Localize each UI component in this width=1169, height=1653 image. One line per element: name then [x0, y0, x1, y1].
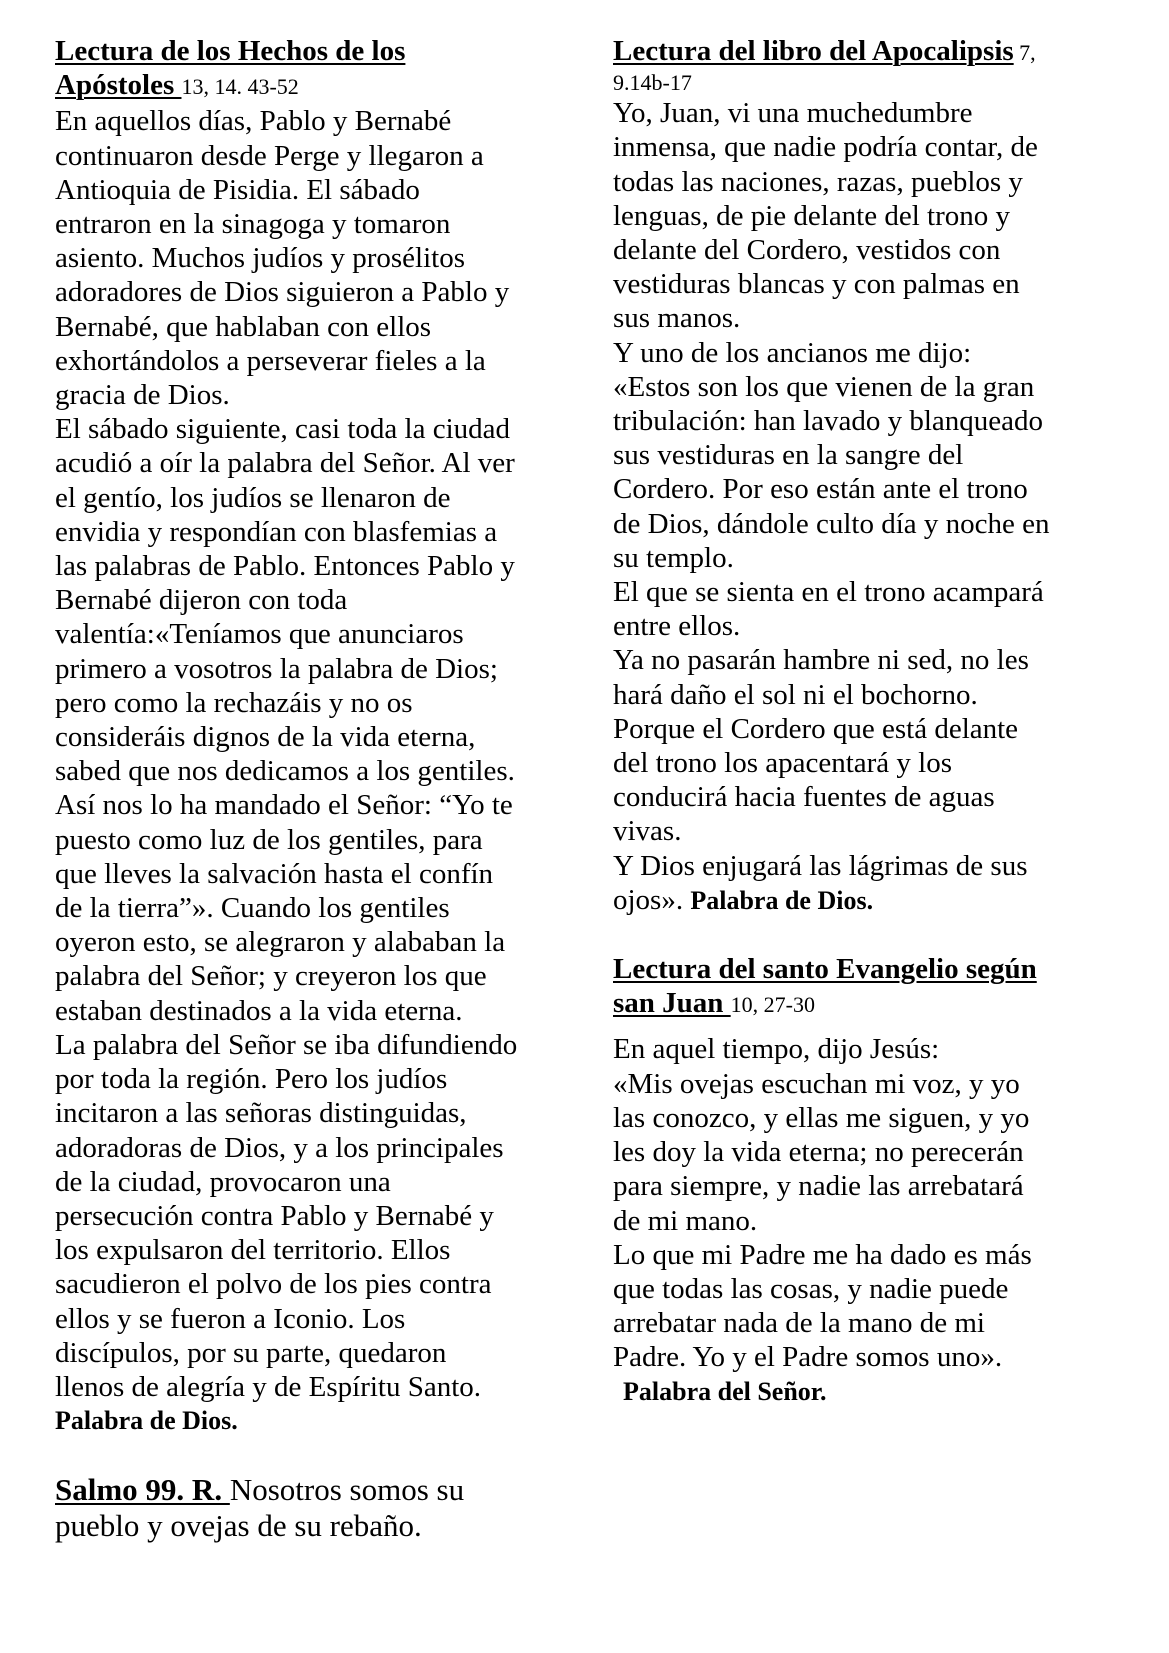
gospel-line: arrebatar nada de la mano de mi	[613, 1307, 985, 1340]
first-reading-line: sabed que nos dedicamos a los gentiles.	[55, 755, 515, 788]
second-reading-heading: Lectura del libro del Apocalipsis	[613, 35, 1014, 67]
first-reading-line: puesto como luz de los gentiles, para	[55, 823, 483, 856]
first-reading-line: primero a vosotros la palabra de Dios;	[55, 652, 498, 685]
first-reading-line: pero como la rechazáis y no os	[55, 686, 413, 719]
second-reading-line: del trono los apacentará y los	[613, 747, 953, 780]
first-reading-line: Antioquia de Pisidia. El sábado	[55, 173, 420, 206]
left-column	[55, 34, 570, 1544]
first-reading-line: incitaron a las señoras distinguidas,	[55, 1097, 467, 1130]
first-reading-line: exhortándolos a perseverar fieles a la	[55, 344, 486, 377]
first-reading-line: La palabra del Señor se iba difundiendo	[55, 1028, 518, 1061]
first-reading-line: envidia y respondían con blasfemias a	[55, 515, 498, 548]
second-reading-line: sus manos.	[613, 302, 741, 335]
first-reading-line: los expulsaron del territorio. Ellos	[55, 1234, 451, 1267]
second-reading-line: Y Dios enjugará las lágrimas de sus	[613, 849, 1028, 882]
first-reading-line: las palabras de Pablo. Entonces Pablo y	[55, 550, 515, 583]
first-reading-line: Bernabé, que hablaban con ellos	[55, 310, 432, 343]
second-reading-line: entre ellos.	[613, 610, 741, 643]
first-reading-reference: 13, 14. 43-52	[181, 74, 299, 100]
gospel-line: que todas las cosas, y nadie puede	[613, 1272, 1009, 1305]
first-reading-line: adoradoras de Dios, y a los principales	[55, 1131, 504, 1164]
second-reading-line: vestiduras blancas y con palmas en	[613, 268, 1020, 301]
first-reading-line: asiento. Muchos judíos y prosélitos	[55, 242, 466, 275]
first-reading-line: Así nos lo ha mandado el Señor: “Yo te	[55, 789, 513, 822]
first-reading-heading-line1: Lectura de los Hechos de los	[55, 35, 406, 67]
second-reading-line: de Dios, dándole culto día y noche en	[613, 507, 1050, 540]
gospel-line: En aquel tiempo, dijo Jesús:	[613, 1033, 940, 1066]
first-reading-line: discípulos, por su parte, quedaron	[55, 1336, 447, 1369]
gospel-line: Lo que mi Padre me ha dado es más	[613, 1238, 1032, 1271]
first-reading-body	[55, 104, 570, 1404]
first-reading-line: que lleves la salvación hasta el confín	[55, 857, 494, 890]
second-reading-line: todas las naciones, razas, pueblos y	[613, 165, 1023, 198]
first-reading-closing: Palabra de Dios.	[55, 1406, 238, 1436]
second-reading-closing: Palabra de Dios.	[690, 885, 874, 915]
first-reading	[55, 34, 570, 1438]
gospel-line: les doy la vida eterna; no perecerán	[613, 1136, 1024, 1169]
first-reading-line: En aquellos días, Pablo y Bernabé	[55, 105, 452, 138]
second-reading-line: su templo.	[613, 541, 734, 574]
first-reading-line: consideráis dignos de la vida eterna,	[55, 721, 476, 754]
first-reading-line: valentía:«Teníamos que anunciaros	[55, 618, 464, 651]
first-reading-line: oyeron esto, se alegraron y alababan la	[55, 926, 506, 959]
gospel-line: para siempre, y nadie las arrebatará	[613, 1170, 1024, 1203]
first-reading-line: llenos de alegría y de Espíritu Santo.	[55, 1370, 482, 1403]
second-reading-reference-line1: 7,	[1013, 40, 1036, 65]
second-reading-line: hará daño el sol ni el bochorno.	[613, 678, 978, 711]
second-reading-line: conducirá hacia fuentes de aguas	[613, 781, 995, 814]
psalm-response-line1: Nosotros somos su	[229, 1472, 465, 1508]
gospel-line: Padre. Yo y el Padre somos uno».	[613, 1341, 1003, 1374]
gospel-heading-line2: san Juan	[613, 987, 731, 1020]
second-reading-line: vivas.	[613, 815, 682, 848]
second-reading-line: inmensa, que nadie podría contar, de	[613, 131, 1038, 164]
first-reading-line: ellos y se fueron a Iconio. Los	[55, 1302, 406, 1335]
second-reading-line: Yo, Juan, vi una muchedumbre	[613, 97, 973, 130]
first-reading-line: gracia de Dios.	[55, 379, 230, 412]
second-reading-reference-line2: 9.14b-17	[613, 70, 692, 96]
first-reading-line: de la ciudad, provocaron una	[55, 1165, 391, 1198]
second-reading-line: lenguas, de pie delante del trono y	[613, 199, 1011, 232]
second-reading-line: Y uno de los ancianos me dijo:	[613, 336, 972, 369]
first-reading-line: el gentío, los judíos se llenaron de	[55, 481, 451, 514]
first-reading-heading-line2: Apóstoles	[55, 69, 182, 102]
right-column	[613, 34, 1138, 1409]
second-reading-line: Porque el Cordero que está delante	[613, 712, 1019, 745]
second-reading-line: tribulación: han lavado y blanqueado	[613, 405, 1044, 438]
second-reading-line: «Estos son los que vienen de la gran	[613, 370, 1035, 403]
second-reading-line: Ya no pasarán hambre ni sed, no les	[613, 644, 1029, 677]
first-reading-line: entraron en la sinagoga y tomaron	[55, 208, 451, 241]
first-reading-line: estaban destinados a la vida eterna.	[55, 994, 463, 1027]
psalm	[55, 1472, 570, 1544]
gospel-body	[613, 1032, 1138, 1374]
first-reading-line: El sábado siguiente, casi toda la ciudad	[55, 413, 510, 446]
gospel-reference: 10, 27-30	[730, 992, 815, 1018]
second-reading-line: Cordero. Por eso están ante el trono	[613, 473, 1028, 506]
first-reading-line: por toda la región. Pero los judíos	[55, 1063, 448, 1096]
gospel-line: de mi mano.	[613, 1204, 758, 1237]
second-reading-last-line: ojos».	[613, 883, 691, 916]
second-reading-body	[613, 96, 1138, 883]
first-reading-line: Bernabé dijeron con toda	[55, 584, 348, 617]
gospel-line: «Mis ovejas escuchan mi voz, y yo	[613, 1067, 1020, 1100]
first-reading-line: acudió a oír la palabra del Señor. Al ver	[55, 447, 515, 480]
first-reading-line: sacudieron el polvo de los pies contra	[55, 1268, 492, 1301]
first-reading-line: persecución contra Pablo y Bernabé y	[55, 1199, 494, 1232]
gospel-closing: Palabra del Señor.	[623, 1376, 827, 1406]
psalm-response-line2: pueblo y ovejas de su rebaño.	[55, 1508, 422, 1544]
second-reading-line: delante del Cordero, vestidos con	[613, 234, 1001, 267]
first-reading-line: palabra del Señor; y creyeron los que	[55, 960, 487, 993]
first-reading-line: adoradores de Dios siguieron a Pablo y	[55, 276, 510, 309]
gospel	[613, 952, 1138, 1409]
psalm-heading: Salmo 99. R.	[55, 1472, 230, 1508]
second-reading-line: sus vestiduras en la sangre del	[613, 439, 964, 472]
gospel-line: las conozco, y ellas me siguen, y yo	[613, 1101, 1030, 1134]
gospel-heading-line1: Lectura del santo Evangelio según	[613, 953, 1037, 986]
second-reading-line: El que se sienta en el trono acampará	[613, 576, 1044, 609]
first-reading-line: continuaron desde Perge y llegaron a	[55, 139, 484, 172]
first-reading-line: de la tierra”». Cuando los gentiles	[55, 892, 450, 925]
second-reading	[613, 34, 1138, 918]
